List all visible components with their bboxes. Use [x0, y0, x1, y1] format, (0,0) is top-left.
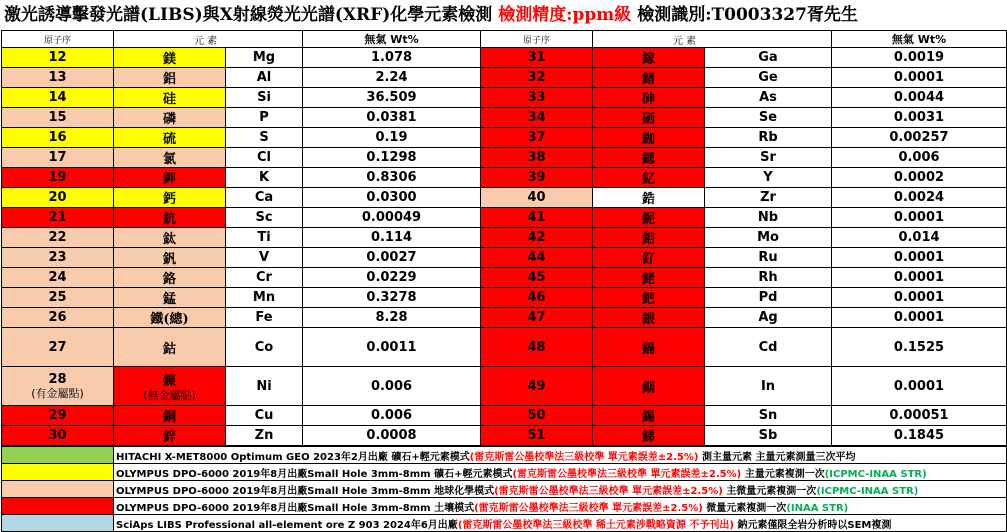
- element-name: 銦: [641, 380, 655, 396]
- element-name: 鈷: [162, 341, 176, 357]
- atomic-number: 26: [48, 310, 67, 325]
- element-name: 鍶: [641, 152, 655, 167]
- legend-text: [114, 464, 1007, 481]
- element-name: 錫: [641, 410, 655, 425]
- weight-percent: 0.8306: [303, 168, 481, 188]
- element-name-cell: [114, 148, 226, 168]
- table-row: [2, 188, 1007, 208]
- header-unit-left: 無氣 Wt%: [303, 31, 481, 48]
- atomic-number-cell: [481, 308, 593, 328]
- element-name-cell: [593, 148, 705, 168]
- weight-percent: 0.0001: [832, 367, 1007, 406]
- atomic-number-cell: [481, 328, 593, 367]
- legend-row: [2, 464, 1007, 481]
- element-name-cell: [114, 88, 226, 108]
- atomic-number-cell: [481, 168, 593, 188]
- atomic-number-cell: [2, 367, 114, 406]
- weight-percent: 0.0300: [303, 188, 481, 208]
- element-name-cell: [593, 248, 705, 268]
- table-row: [2, 88, 1007, 108]
- atomic-number: 33: [527, 90, 546, 105]
- element-name: 銻: [641, 430, 655, 445]
- atomic-number: 41: [527, 210, 546, 225]
- atomic-number-cell: [2, 188, 114, 208]
- weight-percent: 0.0001: [832, 268, 1007, 288]
- element-name-cell: [114, 188, 226, 208]
- atomic-number: 39: [527, 170, 546, 185]
- atomic-number: 21: [48, 210, 67, 225]
- header-atomic-left: 原子序: [2, 31, 114, 48]
- element-name-cell: [593, 68, 705, 88]
- atomic-number: 51: [527, 428, 546, 443]
- header-element-left: 元 素: [114, 31, 303, 48]
- element-symbol: In: [705, 367, 832, 406]
- title-ident: 檢測識別:T0003327胥先生: [637, 5, 858, 25]
- atomic-number: 45: [527, 270, 546, 285]
- element-name: 鈀: [641, 292, 655, 307]
- atomic-number: 29: [48, 408, 67, 423]
- atomic-number-cell: [481, 128, 593, 148]
- element-name-cell: [114, 268, 226, 288]
- element-name-cell: [114, 48, 226, 68]
- weight-percent: 8.28: [303, 308, 481, 328]
- element-name: 硅: [162, 92, 176, 107]
- table-row: [2, 128, 1007, 148]
- table-row: [2, 228, 1007, 248]
- element-name: 鐵(總): [150, 312, 189, 327]
- legend-text-part: (雷克斯雷公墨校準法三級校準 稀土元素涉戰略資源 不予刊出): [457, 519, 734, 531]
- element-symbol: Rb: [705, 128, 832, 148]
- atomic-number-cell: [2, 68, 114, 88]
- element-name: 鈣: [162, 192, 176, 207]
- table-row: [2, 248, 1007, 268]
- table-row: [2, 108, 1007, 128]
- weight-percent: 0.0229: [303, 268, 481, 288]
- legend-text-part: (INAA STR): [786, 502, 849, 514]
- element-name: 鈧: [162, 212, 176, 227]
- legend-text: [114, 481, 1007, 498]
- atomic-number-cell: [481, 188, 593, 208]
- weight-percent: 0.00051: [832, 406, 1007, 426]
- atomic-number: 42: [527, 230, 546, 245]
- element-note: (無金屬點): [143, 388, 196, 402]
- weight-percent: 0.0024: [832, 188, 1007, 208]
- legend-text-part: 主量元素複測一次: [741, 468, 825, 480]
- weight-percent: 0.0001: [832, 68, 1007, 88]
- table-row: [2, 308, 1007, 328]
- header-element-right: 元 素: [593, 31, 832, 48]
- legend-text-part: (雷克斯雷公墨校準法三級校準 單元素誤差±2.5%): [474, 502, 703, 514]
- weight-percent: 0.0044: [832, 88, 1007, 108]
- weight-percent: 36.509: [303, 88, 481, 108]
- element-table: [1, 30, 1007, 446]
- element-symbol: P: [226, 108, 303, 128]
- weight-percent: 0.0001: [832, 248, 1007, 268]
- atomic-number-cell: [2, 88, 114, 108]
- element-name-cell: [593, 168, 705, 188]
- element-name-cell: [593, 108, 705, 128]
- atomic-number: 20: [48, 190, 67, 205]
- element-symbol: Rh: [705, 268, 832, 288]
- element-name-cell: [114, 426, 226, 446]
- weight-percent: 0.0019: [832, 48, 1007, 68]
- element-symbol: Ge: [705, 68, 832, 88]
- element-name: 鉫: [641, 132, 655, 147]
- legend-row: [2, 447, 1007, 464]
- element-symbol: Sn: [705, 406, 832, 426]
- weight-percent: 0.0031: [832, 108, 1007, 128]
- legend-swatch: [2, 447, 114, 464]
- atomic-number-cell: [2, 288, 114, 308]
- atomic-number-cell: [2, 148, 114, 168]
- weight-percent: 0.1525: [832, 328, 1007, 367]
- table-row: [2, 328, 1007, 367]
- table-row: [2, 268, 1007, 288]
- element-name-cell: [593, 48, 705, 68]
- legend-swatch: [2, 498, 114, 515]
- atomic-number-cell: [2, 128, 114, 148]
- atomic-number-cell: [2, 168, 114, 188]
- element-name-cell: [114, 128, 226, 148]
- atomic-number-cell: [2, 426, 114, 446]
- legend-swatch: [2, 481, 114, 498]
- atomic-number: 37: [527, 130, 546, 145]
- weight-percent: 0.1298: [303, 148, 481, 168]
- element-symbol: Cd: [705, 328, 832, 367]
- atomic-number: 23: [48, 250, 67, 265]
- weight-percent: 0.114: [303, 228, 481, 248]
- weight-percent: 0.1845: [832, 426, 1007, 446]
- element-name-cell: [593, 188, 705, 208]
- atomic-number: 44: [527, 250, 546, 265]
- element-name-cell: [593, 426, 705, 446]
- legend-text-part: OLYMPUS DPO-6000 2019年8月出廠Small Hole 3mm-8mm 地球化學模式: [116, 485, 495, 497]
- weight-percent: 0.006: [303, 406, 481, 426]
- legend-text-part: OLYMPUS DPO-6000 2019年8月出廠Small Hole 3mm-8mm 礦石+輕元素模式: [116, 468, 513, 480]
- header-unit-right: 無氣 Wt%: [832, 31, 1007, 48]
- atomic-number-cell: [481, 268, 593, 288]
- atomic-number: 19: [48, 170, 67, 185]
- weight-percent: 0.0027: [303, 248, 481, 268]
- element-symbol: Ag: [705, 308, 832, 328]
- weight-percent: 0.014: [832, 228, 1007, 248]
- legend-row: [2, 515, 1007, 532]
- element-symbol: Zr: [705, 188, 832, 208]
- header-atomic-right: 原子序: [481, 31, 593, 48]
- element-symbol: Zn: [226, 426, 303, 446]
- weight-percent: 0.0001: [832, 288, 1007, 308]
- report-title: [0, 0, 1007, 30]
- weight-percent: 0.00257: [832, 128, 1007, 148]
- element-symbol: Ni: [226, 367, 303, 406]
- atomic-number-cell: [481, 108, 593, 128]
- element-name: 銠: [641, 272, 655, 287]
- atomic-number-cell: [481, 68, 593, 88]
- legend-swatch: [2, 515, 114, 532]
- legend-text-part: 鈉元素僅限全岩分析時以SEM複測: [733, 519, 892, 531]
- element-name-cell: [114, 168, 226, 188]
- atomic-number: 15: [48, 110, 67, 125]
- legend-text-part: (雷克斯雷公墨校準法三級校準 單元素誤差±2.5%): [494, 485, 723, 497]
- atomic-number-cell: [2, 308, 114, 328]
- atomic-number: 50: [527, 408, 546, 423]
- atomic-number-cell: [2, 328, 114, 367]
- element-name-cell: [114, 328, 226, 367]
- element-symbol: Sr: [705, 148, 832, 168]
- atomic-number-cell: [481, 48, 593, 68]
- atomic-number-cell: [2, 228, 114, 248]
- element-symbol: Cl: [226, 148, 303, 168]
- legend-text: [114, 515, 1007, 532]
- legend-text-part: OLYMPUS DPO-6000 2019年8月出廠Small Hole 3mm-8mm 土壤模式: [116, 502, 475, 514]
- element-name: 鈦: [162, 232, 176, 247]
- table-row: [2, 367, 1007, 406]
- weight-percent: 0.3278: [303, 288, 481, 308]
- element-name-cell: [114, 108, 226, 128]
- element-name: 釔: [641, 172, 655, 187]
- weight-percent: 0.0008: [303, 426, 481, 446]
- weight-percent: 0.0011: [303, 328, 481, 367]
- element-name: 鋁: [162, 72, 176, 87]
- atomic-number-cell: [2, 108, 114, 128]
- table-row: [2, 406, 1007, 426]
- legend-text-part: (ICPMC-INAA STR): [816, 485, 919, 497]
- weight-percent: 0.0381: [303, 108, 481, 128]
- element-name: 氯: [162, 152, 176, 167]
- title-precision: 檢測精度:ppm級: [498, 5, 632, 25]
- legend-text-part: 微量元素複測一次: [702, 502, 787, 514]
- legend-text-part: (雷克斯雷公墨校準法三級校準 單元素誤差±2.5%): [469, 451, 699, 463]
- element-name: 銀: [641, 312, 655, 327]
- legend-text-part: SciAps LIBS Professional all-element ore Z 903 2024年6月出廠: [116, 519, 458, 531]
- element-name: 鉀: [162, 172, 176, 187]
- legend-text: [114, 498, 1007, 515]
- weight-percent: 0.006: [303, 367, 481, 406]
- table-row: [2, 68, 1007, 88]
- element-name: 釩: [162, 252, 176, 267]
- element-name-cell: [114, 208, 226, 228]
- legend-row: [2, 481, 1007, 498]
- atomic-number: 40: [527, 190, 546, 205]
- weight-percent: 1.078: [303, 48, 481, 68]
- element-name: 鎂: [162, 52, 176, 67]
- atomic-number: 12: [48, 50, 67, 65]
- element-symbol: S: [226, 128, 303, 148]
- title-main: 激光誘導擊發光譜(LIBS)與X射線熒光光譜(XRF)化學元素檢測: [4, 5, 493, 25]
- table-row: [2, 288, 1007, 308]
- atomic-number: 32: [527, 70, 546, 85]
- table-row: [2, 208, 1007, 228]
- element-symbol: Sb: [705, 426, 832, 446]
- element-name: 錳: [162, 292, 176, 307]
- element-name: 鋯: [641, 192, 655, 207]
- element-name: 銅: [162, 410, 176, 425]
- atomic-number-cell: [481, 248, 593, 268]
- element-symbol: As: [705, 88, 832, 108]
- element-symbol: Al: [226, 68, 303, 88]
- element-symbol: Se: [705, 108, 832, 128]
- legend-text-part: 主微量元素複測一次: [722, 485, 817, 497]
- weight-percent: 0.0001: [832, 308, 1007, 328]
- element-symbol: Y: [705, 168, 832, 188]
- weight-percent: 0.006: [832, 148, 1007, 168]
- element-symbol: Ti: [226, 228, 303, 248]
- legend-row: [2, 498, 1007, 515]
- element-name: 鍺: [641, 72, 655, 87]
- table-row: [2, 148, 1007, 168]
- element-name-cell: [593, 308, 705, 328]
- table-header-row: [2, 31, 1007, 48]
- weight-percent: 2.24: [303, 68, 481, 88]
- element-name: 鈮: [641, 212, 655, 227]
- element-name-cell: [114, 308, 226, 328]
- atomic-number-cell: [481, 208, 593, 228]
- atomic-number-cell: [481, 288, 593, 308]
- element-name-cell: [114, 228, 226, 248]
- element-name-cell: [114, 288, 226, 308]
- element-symbol: Mn: [226, 288, 303, 308]
- atomic-number: 17: [48, 150, 67, 165]
- element-name-cell: [593, 406, 705, 426]
- weight-percent: 0.0001: [832, 208, 1007, 228]
- element-symbol: Mo: [705, 228, 832, 248]
- legend-text-part: HITACHI X-MET8000 Optimum GEO 2023年2月出廠 礦石+輕元素模式: [116, 451, 470, 463]
- atomic-number: 14: [48, 90, 67, 105]
- atomic-number-cell: [481, 406, 593, 426]
- weight-percent: 0.0002: [832, 168, 1007, 188]
- element-symbol: Mg: [226, 48, 303, 68]
- element-name-cell: [114, 367, 226, 406]
- weight-percent: 0.00049: [303, 208, 481, 228]
- atomic-number: 27: [48, 339, 67, 355]
- atomic-number-cell: [481, 367, 593, 406]
- atomic-number-cell: [481, 426, 593, 446]
- element-symbol: Sc: [226, 208, 303, 228]
- element-symbol: K: [226, 168, 303, 188]
- atomic-number: 16: [48, 130, 67, 145]
- legend-text-part: 測主量元素 主量元素測量三次平均: [698, 451, 856, 463]
- legend-text: [114, 447, 1007, 464]
- element-symbol: Cu: [226, 406, 303, 426]
- element-symbol: Si: [226, 88, 303, 108]
- element-symbol: Fe: [226, 308, 303, 328]
- atomic-number-cell: [2, 406, 114, 426]
- atomic-number-cell: [481, 148, 593, 168]
- atomic-number: 13: [48, 70, 67, 85]
- atomic-number: 22: [48, 230, 67, 245]
- atomic-number: 46: [527, 290, 546, 305]
- atomic-number: 49: [527, 378, 546, 394]
- element-name-cell: [593, 208, 705, 228]
- legend-text-part: (雷克斯雷公墨校準法三級校準 單元素誤差±2.5%): [512, 468, 742, 480]
- element-name-cell: [593, 88, 705, 108]
- element-symbol: Ga: [705, 48, 832, 68]
- weight-percent: 0.19: [303, 128, 481, 148]
- element-symbol: Co: [226, 328, 303, 367]
- element-name: 鉻: [162, 272, 176, 287]
- element-name-cell: [593, 367, 705, 406]
- element-symbol: Ru: [705, 248, 832, 268]
- element-name-cell: [114, 68, 226, 88]
- element-name: 硒: [641, 112, 655, 127]
- element-symbol: Nb: [705, 208, 832, 228]
- atomic-number: 25: [48, 290, 67, 305]
- element-name-cell: [593, 228, 705, 248]
- element-name: 砷: [641, 92, 655, 107]
- atomic-number-cell: [481, 88, 593, 108]
- atomic-number-cell: [481, 228, 593, 248]
- atomic-number-cell: [2, 48, 114, 68]
- element-name-cell: [593, 288, 705, 308]
- atomic-number-cell: [2, 208, 114, 228]
- atomic-number: 28: [48, 371, 67, 387]
- atomic-number-cell: [2, 248, 114, 268]
- atomic-number: 47: [527, 310, 546, 325]
- element-name-cell: [114, 406, 226, 426]
- atomic-number-cell: [2, 268, 114, 288]
- element-name: 鎳: [162, 373, 176, 389]
- table-row: [2, 426, 1007, 446]
- element-name: 硫: [162, 132, 176, 147]
- atomic-number: 24: [48, 270, 67, 285]
- element-name-cell: [593, 128, 705, 148]
- atomic-number: 38: [527, 150, 546, 165]
- element-symbol: V: [226, 248, 303, 268]
- element-name: 鉬: [641, 232, 655, 247]
- instrument-legend: [1, 446, 1007, 532]
- element-name: 釕: [641, 252, 655, 267]
- legend-swatch: [2, 464, 114, 481]
- atomic-number: 30: [48, 428, 67, 443]
- table-row: [2, 48, 1007, 68]
- element-symbol: Cr: [226, 268, 303, 288]
- element-name: 鎵: [641, 52, 655, 67]
- legend-text-part: (ICPMC-INAA STR): [824, 468, 927, 480]
- element-name: 磷: [162, 112, 176, 127]
- table-row: [2, 168, 1007, 188]
- element-name-cell: [114, 248, 226, 268]
- element-name-cell: [593, 328, 705, 367]
- element-symbol: Pd: [705, 288, 832, 308]
- atomic-note: (有金屬點): [31, 386, 84, 400]
- element-name-cell: [593, 268, 705, 288]
- atomic-number: 34: [527, 110, 546, 125]
- element-name: 鎘: [641, 341, 655, 357]
- atomic-number: 48: [527, 339, 546, 355]
- element-name: 鋅: [162, 430, 176, 445]
- element-symbol: Ca: [226, 188, 303, 208]
- atomic-number: 31: [527, 50, 546, 65]
